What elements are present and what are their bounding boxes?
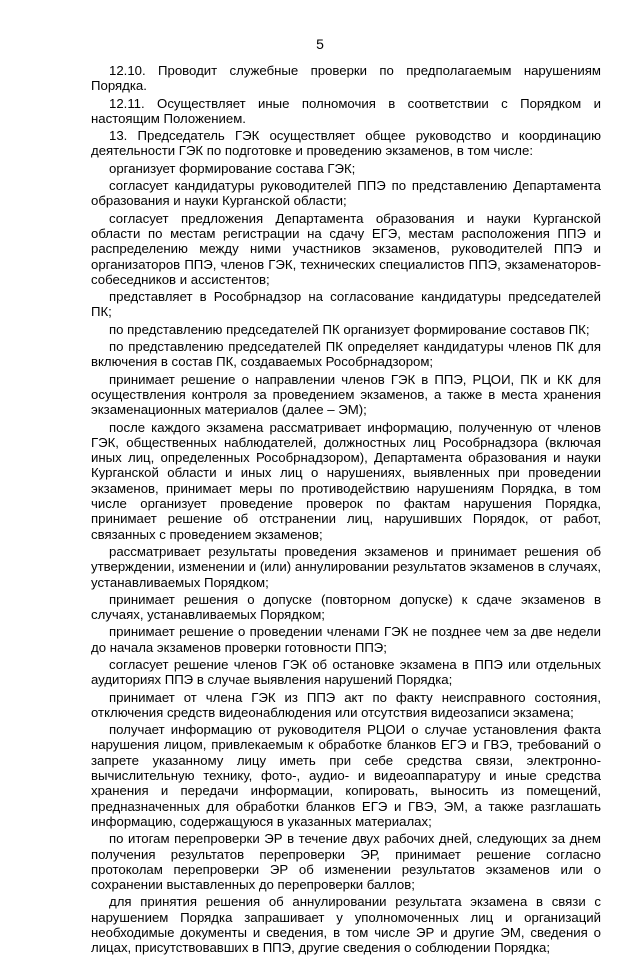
page-number: 5 — [316, 36, 324, 52]
list-item: принимает решения о допуске (повторном допуске) к сдаче экзаменов в случаях, устанавливаемых Порядком; — [91, 591, 601, 623]
list-item: согласует кандидатуры руководителей ППЭ по представлению Департамента образования и науки Курганской области; — [91, 178, 601, 209]
list-item: представляет в Рособрнадзор на согласование кандидатуры председателей ПК; — [91, 289, 601, 320]
list-item: по представлению председателей ПК определяет кандидатуры членов ПК для включения в состав ПК, создаваемых Рособрнадзором; — [91, 339, 601, 370]
list-item: принимает решение о проведении членами ГЭК не позднее чем за две недели до начала экзаменов проверки готовности ППЭ; — [91, 624, 601, 655]
paragraph-12-11: 12.11. Осуществляет иные полномочия в соответствии с Порядком и настоящим Положением. — [91, 95, 601, 126]
list-item: после каждого экзамена рассматривает информацию, полученную от членов ГЭК, общественных наблюдателей, должностных лиц Рособрнадзора (включая иных лиц, определенных Рособрнадзором), Департамента образования и науки Курганской области и иных лиц о нарушениях, выявленных при проведении экзаменов, принимает меры по противодействию нарушениям Порядка, в том числе организует проведение проверок по фактам нарушения Порядка, принимает решение об отстранении лиц, нарушивших Порядок, от работ, связанных с проведением экзаменов; — [91, 419, 601, 542]
list-item: для принятия решения об аннулировании результата экзамена в связи с нарушением Порядка запрашивает у уполномоченных лиц и организаций необходимые документы и сведения, в том числе ЭР и другие ЭМ, сведения о лицах, присутствовавших в ППЭ, другие сведения о соблюдении Порядка; — [91, 894, 601, 956]
list-item: согласует решение членов ГЭК об остановке экзамена в ППЭ или отдельных аудиториях ППЭ в случае выявления нарушений Порядка; — [91, 656, 601, 688]
list-item: организует формирование состава ГЭК; — [109, 160, 356, 176]
list-item: согласует предложения Департамента образования и науки Курганской области по местам регистрации на сдачу ЕГЭ, местам расположения ППЭ и распределению между ними участников экзаменов, руководителей ППЭ и организаторов ППЭ, членов ГЭК, технических специалистов ППЭ, экзаменаторов-собеседников и ассистентов; — [91, 210, 601, 287]
document-body — [91, 63, 601, 958]
list-item: по итогам перепроверки ЭР в течение двух рабочих дней, следующих за днем получения результатов перепроверки ЭР, принимает решение согласно протоколам перепроверки ЭР об изменении результатов экзаменов или о сохранении выставленных до перепроверки баллов; — [91, 831, 601, 893]
list-item: принимает решение о направлении членов ГЭК в ППЭ, РЦОИ, ПК и КК для осуществления контроля за проведением экзаменов, а также в места хранения экзаменационных материалов (далее – ЭМ); — [91, 371, 601, 418]
paragraph-12-10: 12.10. Проводит служебные проверки по предполагаемым нарушениям Порядка. — [91, 63, 601, 94]
list-item: получает информацию от руководителя РЦОИ о случае установления факта нарушения лицом, привлекаемым к обработке бланков ЕГЭ и ГВЭ, требований о запрете указанному лицу иметь при себе средства связи, электронно-вычислительную технику, фото-, аудио- и видеоаппаратуру и иные средства хранения и передачи информации, копировать, выносить из помещений, предназначенных для обработки бланков ЕГЭ и ГВЭ, ЭМ, а также разглашать информацию, содержащуюся в указанных материалах; — [91, 722, 601, 829]
list-item: рассматривает результаты проведения экзаменов и принимает решения об утверждении, изменении и (или) аннулировании результатов экзаменов в случаях, устанавливаемых Порядком; — [91, 543, 601, 590]
list-item: по представлению председателей ПК организует формирование составов ПК; — [109, 321, 590, 337]
list-item: принимает от члена ГЭК из ППЭ акт по факту неисправного состояния, отключения средств видеонаблюдения или отсутствия видеозаписи экзамена; — [91, 689, 601, 720]
paragraph-13: 13. Председатель ГЭК осуществляет общее руководство и координацию деятельности ГЭК по подготовке и проведению экзаменов, в том числе: — [91, 128, 601, 159]
